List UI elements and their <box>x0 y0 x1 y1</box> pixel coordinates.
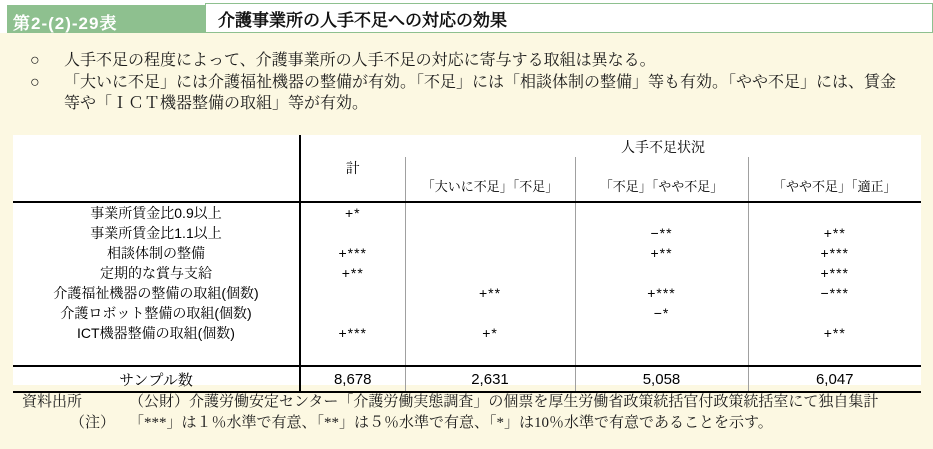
table-row <box>13 323 921 343</box>
cell-short-somewhat <box>575 202 748 223</box>
table-row <box>13 243 921 263</box>
cell-total: +*** <box>338 245 368 261</box>
statistics-table-panel <box>13 135 921 389</box>
cell-total <box>300 303 405 323</box>
effect-table <box>13 135 921 393</box>
cell-somewhat-adequate: −*** <box>748 283 921 303</box>
cell-severe-short <box>405 202 575 223</box>
row-label: 相談体制の整備 <box>13 243 300 263</box>
subheader-somewhat-adequate: 「やや不足」「適正」 <box>748 157 921 202</box>
sample-somewhat-adequate: 6,047 <box>748 366 921 392</box>
table-row <box>13 283 921 303</box>
cell-short-somewhat <box>575 263 748 283</box>
spacer-row <box>13 343 921 366</box>
row-label: 介護福祉機器の整備の取組(個数) <box>13 283 300 303</box>
summary-bullet-2-text: 「大いに不足」には介護福祉機器の整備が有効。「不足」には「相談体制の整備」等も有効。「やや不足」には、賃金等や「ＩＣＴ機器整備の取組」等が有効。 <box>64 74 897 112</box>
cell-somewhat-adequate <box>748 202 921 223</box>
subheader-short-somewhat: 「不足」「やや不足」 <box>575 157 748 202</box>
cell-somewhat-adequate: +*** <box>748 243 921 263</box>
note-label: （注） <box>69 415 115 431</box>
sample-size-row <box>13 366 921 392</box>
table-row <box>13 263 921 283</box>
table-row <box>13 202 921 223</box>
circle-bullet-icon: ○ <box>30 74 40 91</box>
cell-severe-short: +** <box>405 283 575 303</box>
source-label: 資料出所 <box>22 394 83 410</box>
cell-short-somewhat: +** <box>575 243 748 263</box>
cell-total <box>300 223 405 243</box>
cell-short-somewhat <box>575 323 748 343</box>
cell-total: +** <box>341 265 364 281</box>
cell-short-somewhat: +*** <box>575 283 748 303</box>
sample-short-somewhat: 5,058 <box>575 366 748 392</box>
cell-total: +*** <box>338 325 368 341</box>
source-text: （公財）介護労働安定センター「介護労働実態調査」の個票を厚生労働省政策統括官付政策統括室にて独自集計 <box>129 394 879 410</box>
figure-title: 介護事業所の人手不足への対応の効果 <box>205 3 933 33</box>
cell-severe-short: +* <box>405 323 575 343</box>
note-line <box>22 413 922 434</box>
cell-somewhat-adequate: +*** <box>748 263 921 283</box>
figure-number-label: 第2-(2)-29表 <box>13 14 118 33</box>
cell-somewhat-adequate <box>748 303 921 323</box>
table-row <box>13 303 921 323</box>
cell-short-somewhat: −** <box>575 223 748 243</box>
cell-total: +* <box>344 205 361 221</box>
cell-severe-short <box>405 243 575 263</box>
subheader-severe-short: 「大いに不足」「不足」 <box>405 157 575 202</box>
note-text: 「***」は１％水準で有意、「**」は５％水準で有意、「*」は10％水準で有意であることを示す。 <box>129 415 773 431</box>
total-column-header: 計 <box>300 135 405 202</box>
summary-bullets <box>30 50 902 115</box>
row-label-column-header <box>13 135 300 202</box>
summary-bullet-2 <box>30 72 902 114</box>
group-header-labor-shortage: 人手不足状況 <box>621 139 705 155</box>
cell-severe-short <box>405 223 575 243</box>
summary-bullet-1 <box>30 50 902 71</box>
table-row <box>13 223 921 243</box>
sample-total: 8,678 <box>300 366 405 392</box>
row-label: 定期的な賞与支給 <box>13 263 300 283</box>
circle-bullet-icon: ○ <box>30 52 40 69</box>
summary-bullet-1-text: 人手不足の程度によって、介護事業所の人手不足の対応に寄与する取組は異なる。 <box>64 52 656 69</box>
source-line <box>22 392 922 413</box>
cell-short-somewhat: −* <box>575 303 748 323</box>
row-label: ICT機器整備の取組(個数) <box>13 323 300 343</box>
row-label: 介護ロボット整備の取組(個数) <box>13 303 300 323</box>
cell-somewhat-adequate: +** <box>748 223 921 243</box>
row-label: 事業所賃金比0.9以上 <box>13 202 300 223</box>
cell-total <box>300 283 405 303</box>
cell-severe-short <box>405 303 575 323</box>
cell-severe-short <box>405 263 575 283</box>
sample-row-label: サンプル数 <box>13 366 300 392</box>
cell-somewhat-adequate: +** <box>748 323 921 343</box>
row-label: 事業所賃金比1.1以上 <box>13 223 300 243</box>
footer-notes <box>22 392 922 434</box>
sample-severe-short: 2,631 <box>405 366 575 392</box>
